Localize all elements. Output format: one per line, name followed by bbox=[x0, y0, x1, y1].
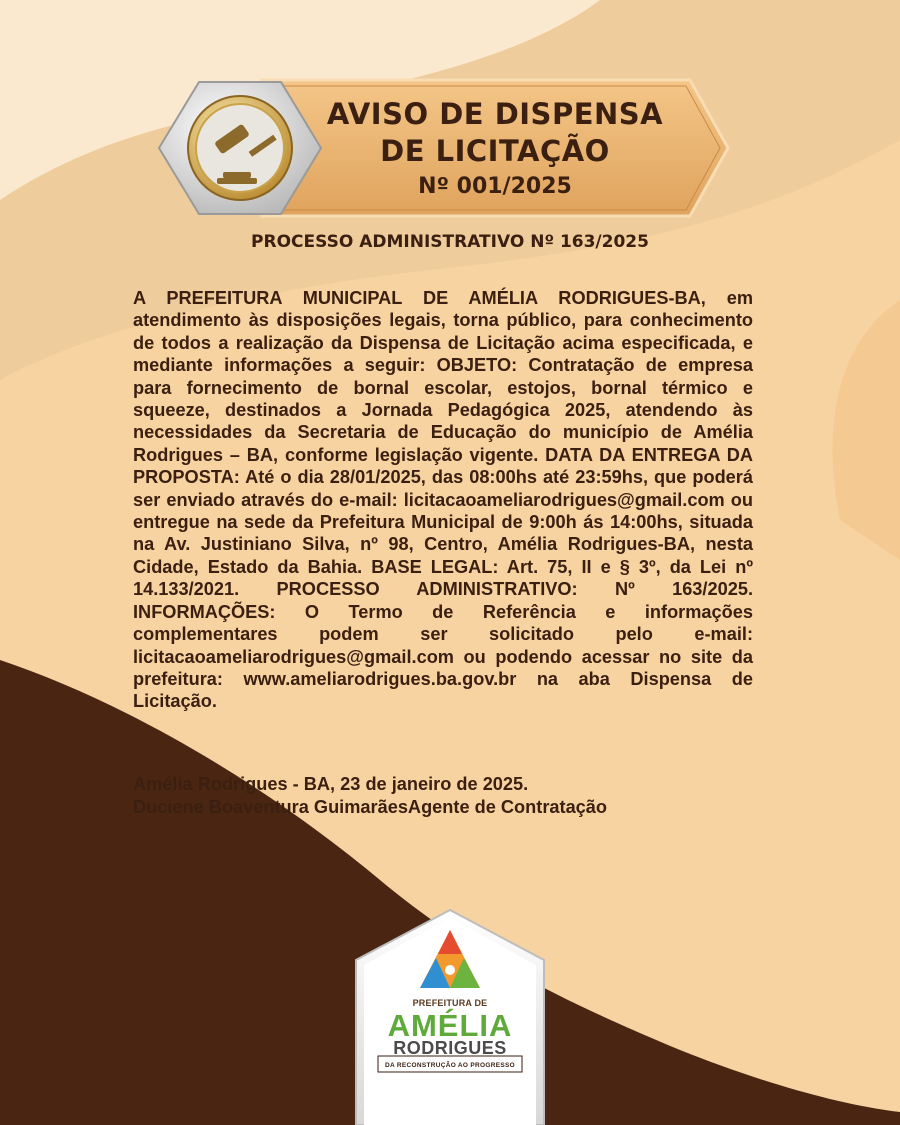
logo-slogan: DA RECONSTRUÇÃO AO PROGRESSO bbox=[385, 1062, 515, 1069]
gavel-badge bbox=[157, 78, 323, 218]
notice-body: A PREFEITURA MUNICIPAL DE AMÉLIA RODRIGUES-BA, em atendimento às disposições legais, torna público, para conhecimento de todos a realização da Dispensa de Licitação acima especificada, e mediante informações a seguir: OBJETO: Contratação de empresa para fornecimento de bornal escolar, estojos, bornal térmico e squeeze, destinados a Jornada Pedagógica 2025, atendendo às necessidades da Secretaria de Educação do município de Amélia Rodrigues – BA, conforme legislação vigente. DATA DA ENTREGA DA PROPOSTA: Até o dia 28/01/2025, das 08:00hs até 23:59hs, que poderá ser enviado através do e-mail: licitacaoameliarodrigues@gmail.com ou entregue na sede da Prefeitura Municipal de 9:00h ás 14:00hs, situada na Av. Justiniano Silva, nº 98, Centro, Amélia Rodrigues-BA, nesta Cidade, Estado da Bahia. BASE LEGAL: Art. 75, II e § 3º, da Lei nº 14.133/2021. PROCESSO ADMINISTRATIVO: Nº 163/2025. INFORMAÇÕES: O Termo de Referência e informações complementares podem ser solicitado pelo e-mail: licitacaoameliarodrigues@gmail.com ou podendo acessar no site da prefeitura: www.ameliarodrigues.ba.gov.br na aba Dispensa de Licitação. bbox=[133, 288, 753, 712]
notice-footer bbox=[133, 773, 753, 819]
title-line-2: DE LICITAÇÃO bbox=[380, 134, 610, 168]
title-block bbox=[300, 96, 690, 202]
gavel-icon bbox=[157, 78, 323, 218]
signature: Duciene Boaventura GuimarãesAgente de Contratação bbox=[133, 797, 608, 817]
logo-prefeitura: PREFEITURA DE bbox=[412, 998, 488, 1008]
process-heading: PROCESSO ADMINISTRATIVO Nº 163/2025 bbox=[251, 232, 649, 252]
logo-rodrigues: RODRIGUES bbox=[393, 1038, 507, 1058]
title-line-1: AVISO DE DISPENSA bbox=[326, 97, 664, 131]
place-date: Amélia Rodrigues - BA, 23 de janeiro de 2025. bbox=[133, 774, 529, 794]
title-number: Nº 001/2025 bbox=[418, 174, 572, 199]
logo-amelia: AMÉLIA bbox=[387, 1008, 513, 1043]
